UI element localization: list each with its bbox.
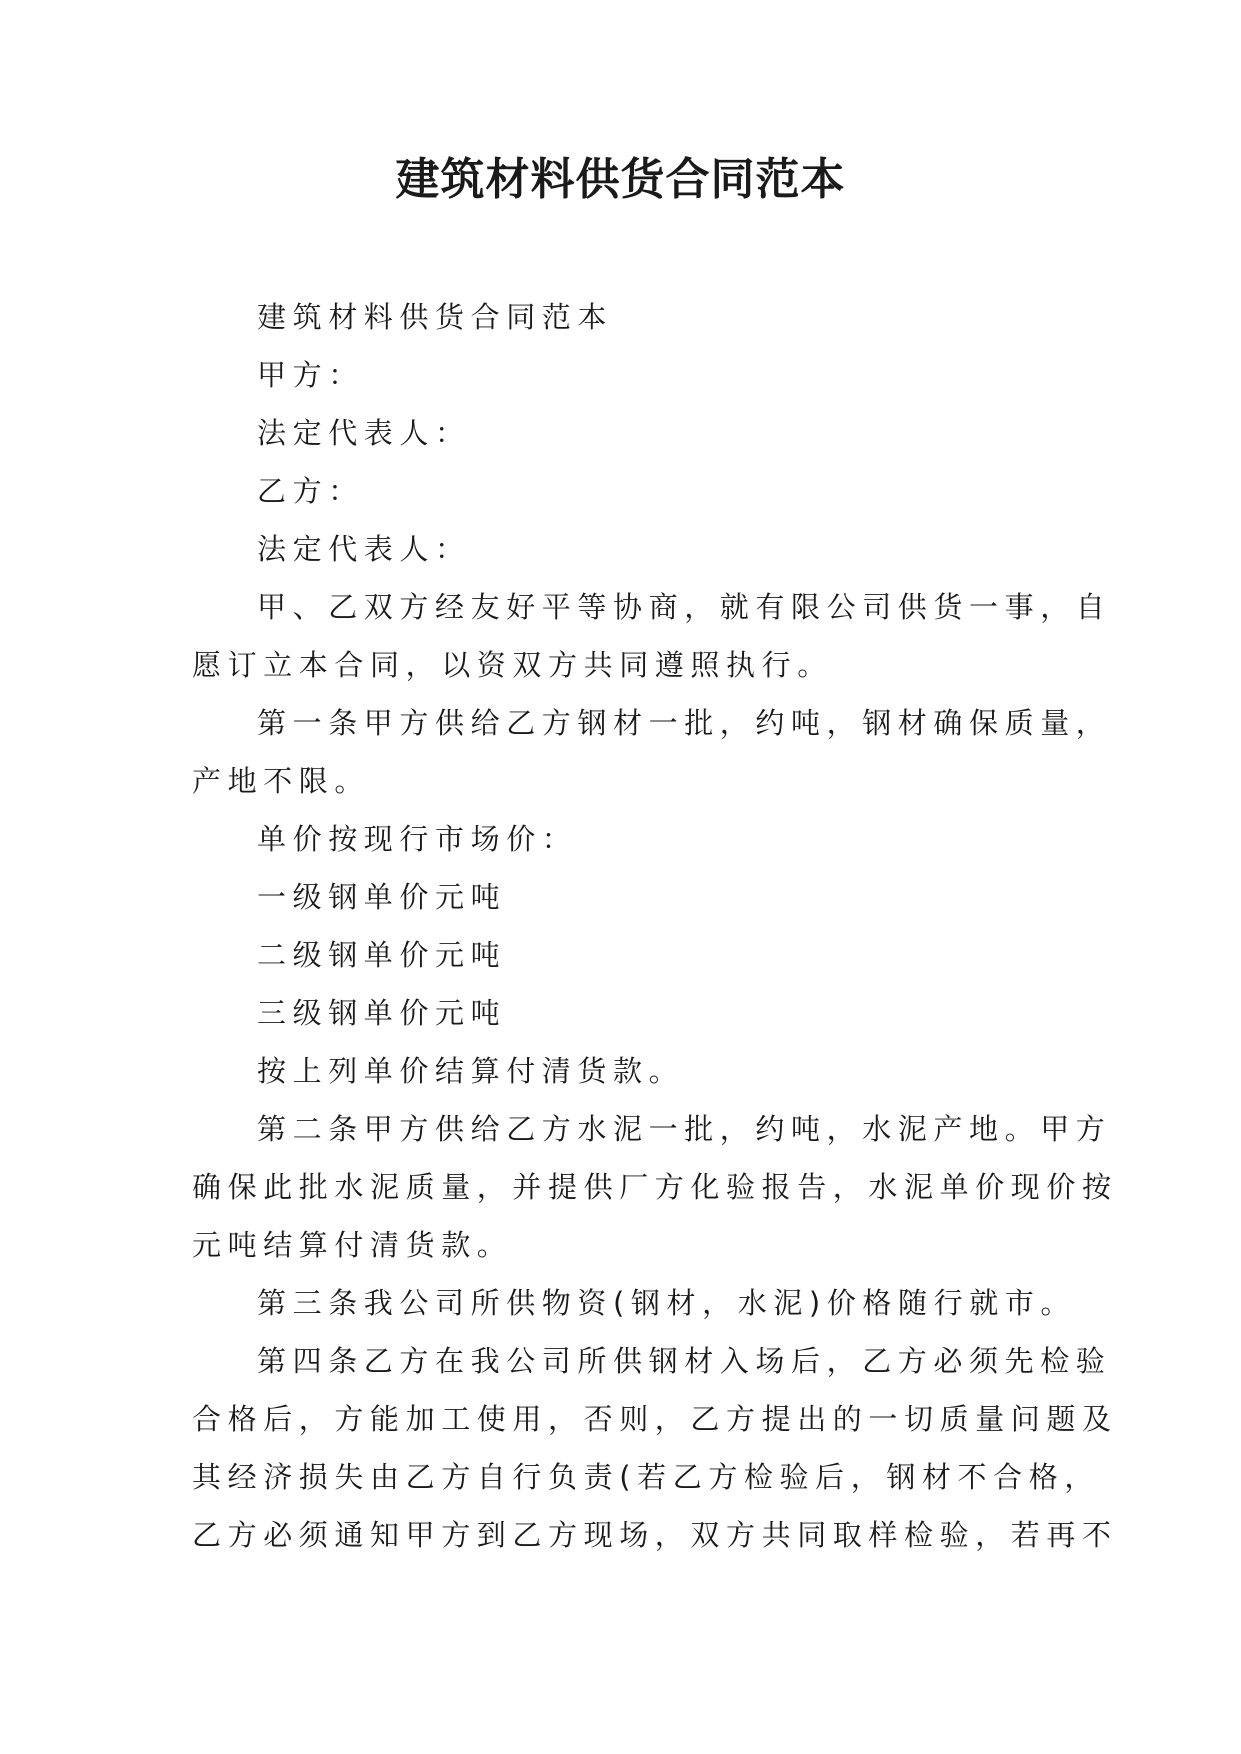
paragraph-article-4 <box>192 1332 1118 1564</box>
paragraph-settlement <box>192 1042 1052 1100</box>
paragraph-grade-3-price <box>192 984 1052 1042</box>
paragraph-line: 愿订立本合同，以资双方共同遵照执行。 <box>192 648 833 682</box>
paragraph-line: 一级钢单价元吨 <box>257 880 507 914</box>
paragraph-article-1 <box>192 694 1112 810</box>
paragraph-heading <box>192 288 1052 346</box>
paragraph-line: 第三条我公司所供物资(钢材，水泥)价格随行就市。 <box>257 1286 1077 1320</box>
paragraph-line: 第二条甲方供给乙方水泥一批，约吨，水泥产地。甲方 <box>257 1112 1112 1146</box>
paragraph-line: 合格后，方能加工使用，否则，乙方提出的一切质量问题及 <box>192 1402 1118 1436</box>
paragraph-line: 单价按现行市场价： <box>257 822 578 856</box>
paragraph-line: 第一条甲方供给乙方钢材一批，约吨，钢材确保质量， <box>257 706 1112 740</box>
paragraph-party-a <box>192 346 1052 404</box>
paragraph-line: 法定代表人： <box>257 416 471 450</box>
paragraph-line: 三级钢单价元吨 <box>257 996 507 1030</box>
paragraph-line: 甲方： <box>257 358 364 392</box>
document-title: 建筑材料供货合同范本 <box>395 154 846 205</box>
paragraph-line: 乙方： <box>257 474 364 508</box>
paragraph-line: 法定代表人： <box>257 532 471 566</box>
paragraph-line: 其经济损失由乙方自行负责(若乙方检验后，钢材不合格， <box>192 1460 1100 1494</box>
paragraph-line: 产地不限。 <box>192 764 371 798</box>
paragraph-line: 建筑材料供货合同范本 <box>257 300 614 334</box>
paragraph-grade-1-price <box>192 868 1052 926</box>
paragraph-line: 乙方必须通知甲方到乙方现场，双方共同取样检验，若再不 <box>192 1518 1118 1552</box>
paragraph-line: 确保此批水泥质量，并提供厂方化验报告，水泥单价现价按 <box>192 1170 1118 1204</box>
paragraph-unit-price <box>192 810 1052 868</box>
paragraph-line: 按上列单价结算付清货款。 <box>257 1054 685 1088</box>
paragraph-article-3 <box>192 1274 1077 1332</box>
paragraph-party-b-representative <box>192 520 1052 578</box>
document-body <box>192 288 1118 1564</box>
paragraph-party-a-representative <box>192 404 1052 462</box>
paragraph-line: 二级钢单价元吨 <box>257 938 507 972</box>
paragraph-article-2 <box>192 1100 1118 1274</box>
paragraph-line: 第四条乙方在我公司所供钢材入场后，乙方必须先检验 <box>257 1344 1112 1378</box>
paragraph-line: 甲、乙双方经友好平等协商，就有限公司供货一事，自 <box>257 590 1112 624</box>
paragraph-party-b <box>192 462 1052 520</box>
paragraph-grade-2-price <box>192 926 1052 984</box>
paragraph-line: 元吨结算付清货款。 <box>192 1228 513 1262</box>
paragraph-preamble <box>192 578 1112 694</box>
